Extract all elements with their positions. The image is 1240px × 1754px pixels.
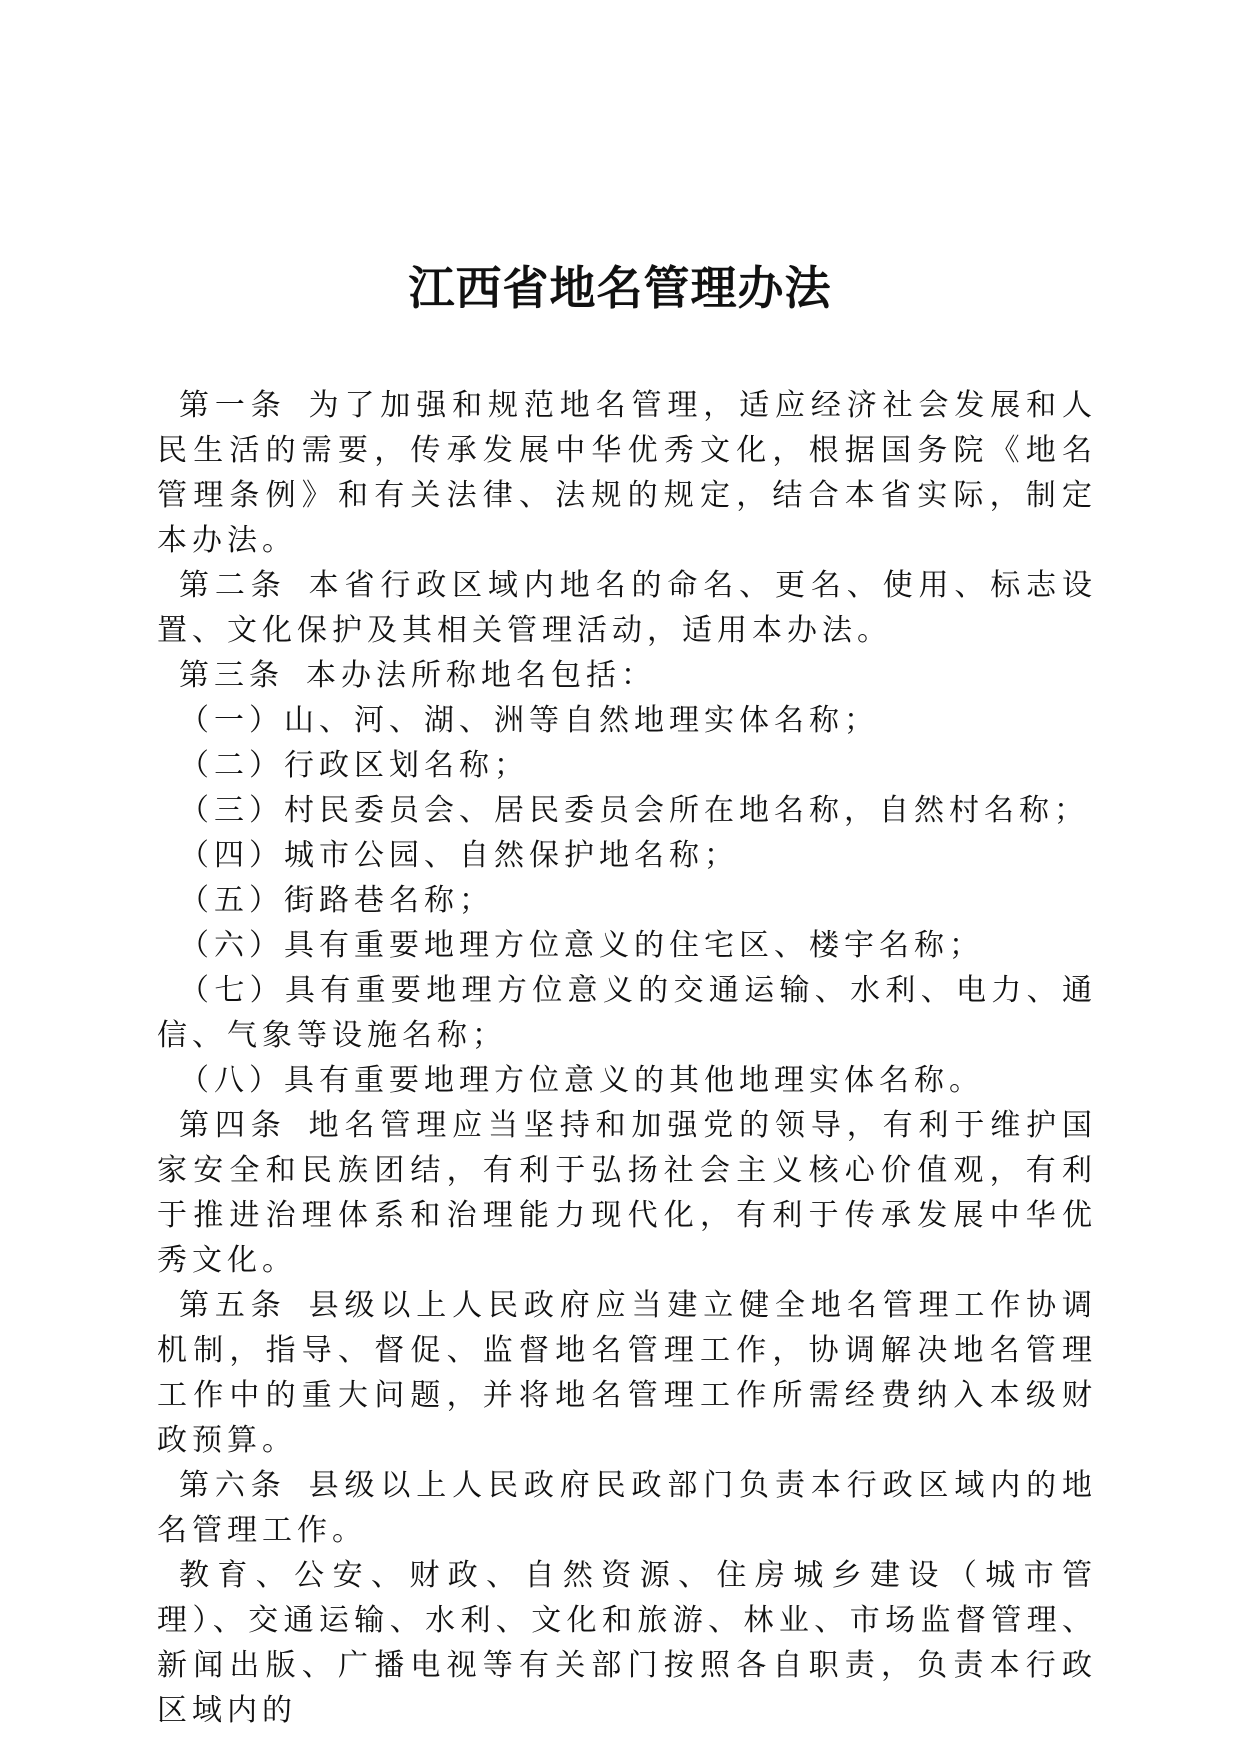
document-body bbox=[157, 383, 1097, 1733]
article-label: 第三条 bbox=[179, 658, 284, 693]
article-label: 第四条 bbox=[179, 1108, 287, 1143]
article-text: 县级以上人民政府民政部门负责本行政区域内的地名管理工作。 bbox=[157, 1468, 1097, 1548]
list-item: （一）山、河、湖、洲等自然地理实体名称； bbox=[179, 703, 879, 738]
article-label: 第二条 bbox=[179, 568, 287, 603]
article-text: 本办法所称地名包括： bbox=[306, 658, 656, 693]
article-text: 本省行政区域内地名的命名、更名、使用、标志设置、文化保护及其相关管理活动，适用本办法。 bbox=[157, 568, 1097, 648]
list-item: （七）具有重要地理方位意义的交通运输、水利、电力、通信、气象等设施名称； bbox=[157, 973, 1097, 1053]
article-2 bbox=[157, 563, 1097, 653]
article-3 bbox=[157, 653, 1097, 698]
article-5 bbox=[157, 1283, 1097, 1463]
document-title: 江西省地名管理办法 bbox=[408, 261, 832, 315]
article-label: 第五条 bbox=[179, 1288, 287, 1323]
article-text: 地名管理应当坚持和加强党的领导，有利于维护国家安全和民族团结，有利于弘扬社会主义核心价值观，有利于推进治理体系和治理能力现代化，有利于传承发展中华优秀文化。 bbox=[157, 1108, 1097, 1278]
paragraph: 教育、公安、财政、自然资源、住房城乡建设（城市管理）、交通运输、水利、文化和旅游、林业、市场监督管理、新闻出版、广播电视等有关部门按照各自职责，负责本行政区域内的 bbox=[157, 1558, 1097, 1728]
list-item: （五）街路巷名称； bbox=[179, 883, 494, 918]
article-label: 第六条 bbox=[179, 1468, 287, 1503]
list-item: （三）村民委员会、居民委员会所在地名称，自然村名称； bbox=[179, 793, 1089, 828]
article-text: 县级以上人民政府应当建立健全地名管理工作协调机制，指导、督促、监督地名管理工作，协调解决地名管理工作中的重大问题，并将地名管理工作所需经费纳入本级财政预算。 bbox=[157, 1288, 1097, 1458]
list-item: （六）具有重要地理方位意义的住宅区、楼宇名称； bbox=[179, 928, 984, 963]
list-item: （二）行政区划名称； bbox=[179, 748, 529, 783]
article-label: 第一条 bbox=[179, 388, 287, 423]
article-text: 为了加强和规范地名管理，适应经济社会发展和人民生活的需要，传承发展中华优秀文化，根据国务院《地名管理条例》和有关法律、法规的规定，结合本省实际，制定本办法。 bbox=[157, 388, 1097, 558]
list-item: （四）城市公园、自然保护地名称； bbox=[179, 838, 739, 873]
article-6 bbox=[157, 1463, 1097, 1553]
article-4 bbox=[157, 1103, 1097, 1283]
article-1 bbox=[157, 383, 1097, 563]
list-item: （八）具有重要地理方位意义的其他地理实体名称。 bbox=[179, 1063, 984, 1098]
